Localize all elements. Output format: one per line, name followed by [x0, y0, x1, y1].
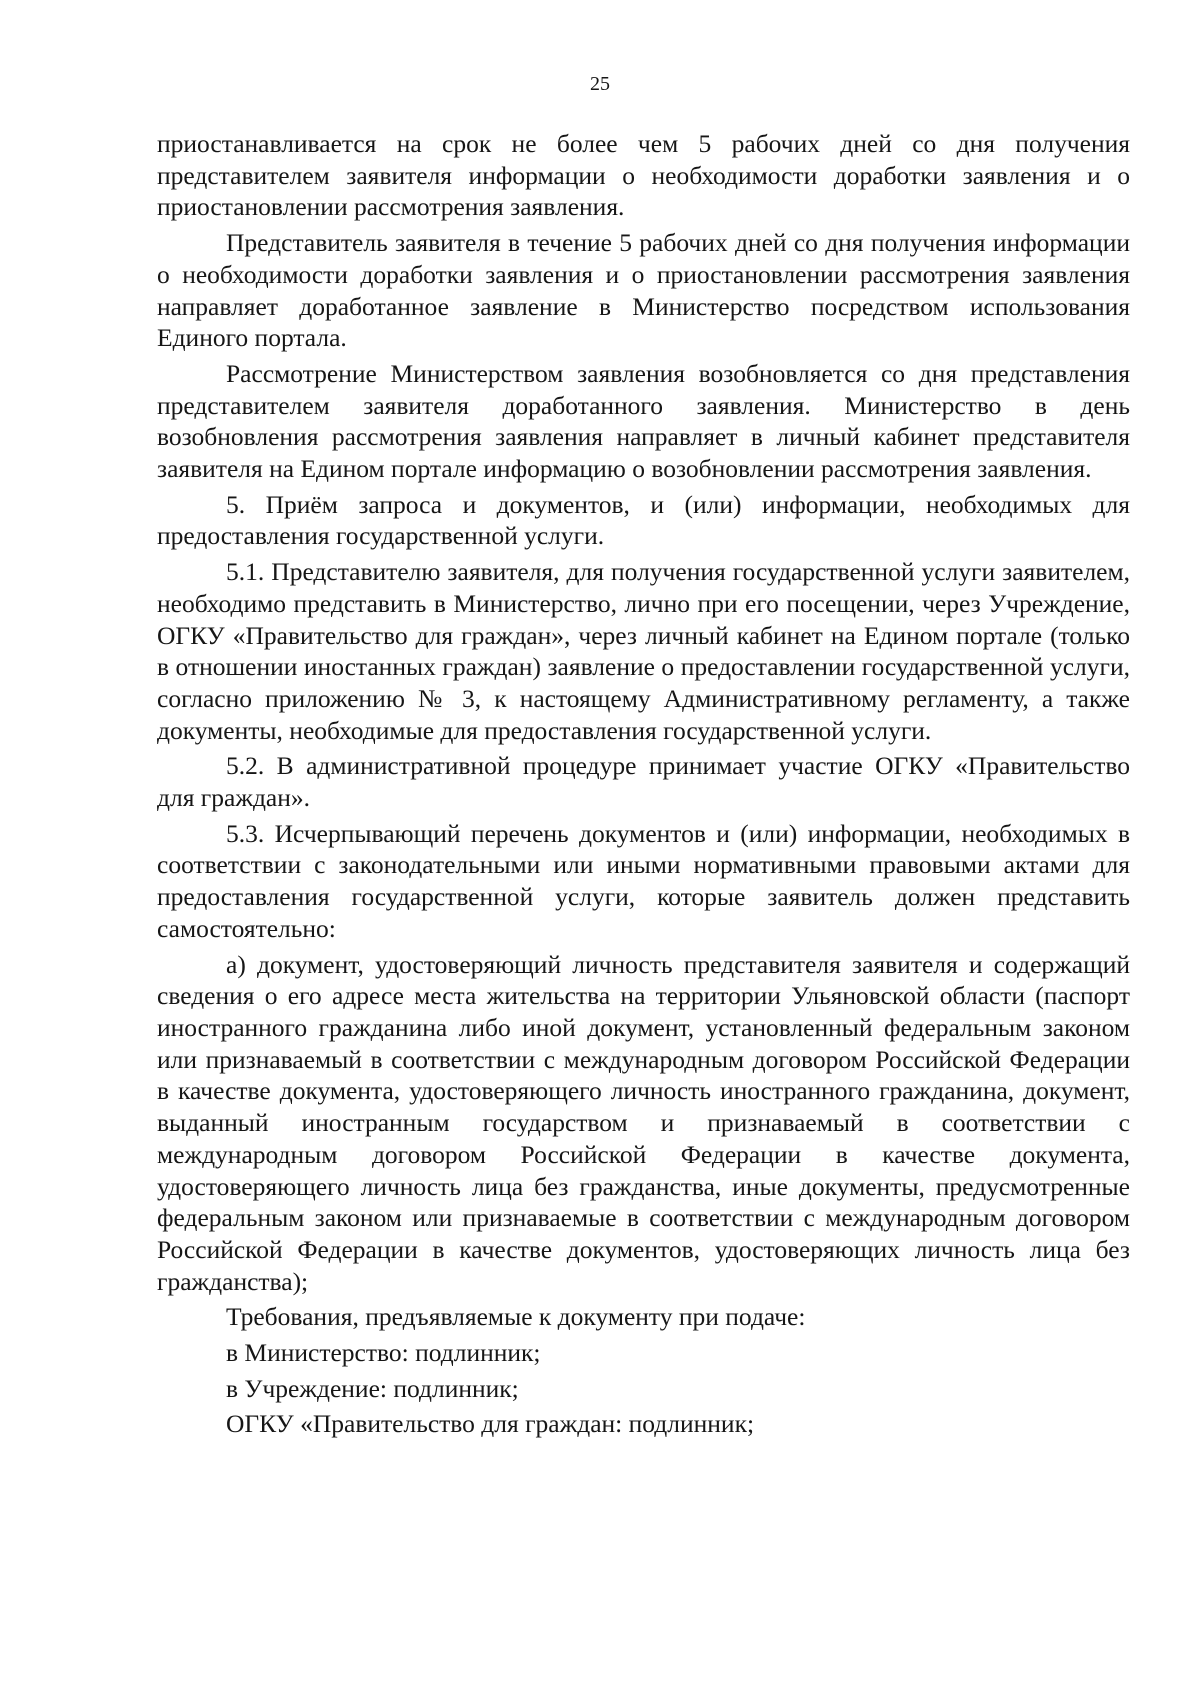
paragraph-representative-deadline: Представитель заявителя в течение 5 рабочих дней со дня получения информации о необходимости доработки заявления и о приостановлении рассмотрения заявления направляет доработанное заявление в Министерство посредством использования Единого портала.: [157, 228, 1130, 353]
document-body: [157, 128, 1130, 1440]
requirement-institution: в Учреждение: подлинник;: [226, 1373, 519, 1403]
item-a-identity-document: а) документ, удостоверяющий личность представителя заявителя и содержащий сведения о его адресе места жительства на территории Ульяновской области (паспорт иностранного гражданина либо иной документ, установленный федеральным законом или признаваемый в соответствии с международным договором Российской Федерации в качестве документа, удостоверяющего личность иностранного гражданина, документ, выданный иностранным государством и признаваемый в соответствии с международным договором Российской Федерации в качестве документа, удостоверяющего личность лица без гражданства, иные документы, предусмотренные федеральным законом или признаваемые в соответствии с международным договором Российской Федерации в качестве документов, удостоверяющих личность лица без гражданства);: [157, 949, 1130, 1296]
page-number: 25: [590, 73, 610, 95]
paragraph-continuation: приостанавливается на срок не более чем 5 рабочих дней со дня получения представителем заявителя информации о необходимости доработки заявления и о приостановлении рассмотрения заявления.: [157, 129, 1130, 222]
paragraph-resumption: Рассмотрение Министерством заявления возобновляется со дня представления представителем заявителя доработанного заявления. Министерство в день возобновления рассмотрения заявления направляет в личный кабинет представителя заявителя на Едином портале информацию о возобновлении рассмотрения заявления.: [157, 358, 1130, 484]
requirement-ministry: в Министерство: подлинник;: [226, 1338, 541, 1368]
section-5-1: 5.1. Представителю заявителя, для получения государственной услуги заявителем, необходимо представить в Министерство, лично при его посещении, через Учреждение, ОГКУ «Правительство для граждан», через личный кабинет на Едином портале (только в отношении иностанных граждан) заявление о предоставлении государственной услуги, согласно приложению № 3, к настоящему Административному регламенту, а также документы, необходимые для предоставления государственной услуги.: [157, 557, 1130, 745]
section-5-2: 5.2. В административной процедуре принимает участие ОГКУ «Правительство для граждан».: [157, 751, 1130, 813]
requirement-ogku: ОГКУ «Правительство для граждан: подлинник;: [226, 1409, 755, 1439]
section-5-3: 5.3. Исчерпывающий перечень документов и (или) информации, необходимых в соответствии с законодательными или иными нормативными правовыми актами для предоставления государственной услуги, которые заявитель должен представить самостоятельно:: [157, 818, 1130, 943]
requirements-heading: Требования, предъявляемые к документу при подаче:: [226, 1302, 806, 1332]
section-5-heading: 5. Приём запроса и документов, и (или) информации, необходимых для предоставления государственной услуги.: [157, 489, 1130, 551]
